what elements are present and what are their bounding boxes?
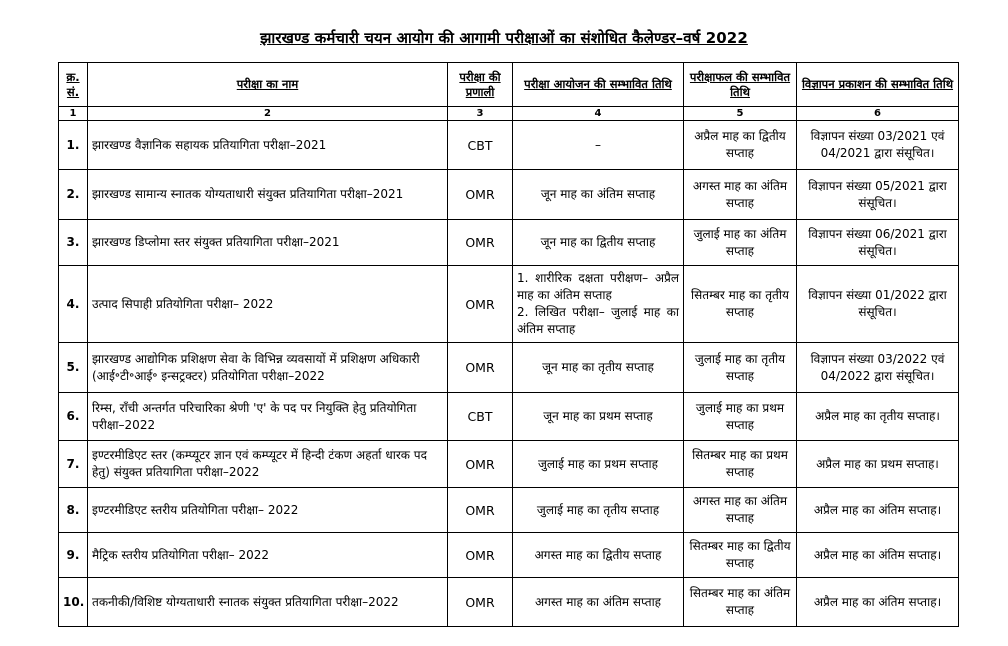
row-exam-system: OMR: [448, 533, 513, 578]
row-sn: 8.: [59, 488, 88, 533]
row-result-date: सितम्बर माह का प्रथम सप्ताह: [684, 441, 797, 488]
row-exam-system: OMR: [448, 266, 513, 343]
row-ad-date: विज्ञापन संख्या 06/2021 द्वारा संसूचित।: [797, 220, 959, 266]
row-ad-date: अप्रैल माह का अंतिम सप्ताह।: [797, 578, 959, 627]
column-number: 6: [797, 107, 959, 121]
row-sn: 7.: [59, 441, 88, 488]
table-row: [59, 170, 959, 220]
header-ad-date: विज्ञापन प्रकाशन की सम्भावित तिथि: [797, 63, 959, 107]
row-exam-date: अगस्त माह का द्वितीय सप्ताह: [513, 533, 684, 578]
row-result-date: जुलाई माह का तृतीय सप्ताह: [684, 343, 797, 393]
row-exam-date: जून माह का प्रथम सप्ताह: [513, 393, 684, 441]
table-row: [59, 578, 959, 627]
row-exam-system: OMR: [448, 170, 513, 220]
row-result-date: सितम्बर माह का तृतीय सप्ताह: [684, 266, 797, 343]
row-exam-date: –: [513, 121, 684, 170]
row-sn: 6.: [59, 393, 88, 441]
table-row: [59, 393, 959, 441]
row-exam-name: झारखण्ड आद्योगिक प्रशिक्षण सेवा के विभिन्न व्यवसायों में प्रशिक्षण अधिकारी (आई॰टी॰आई॰ इन्सट्रक्टर) प्रतियोगिता परीक्षा–2022: [88, 343, 448, 393]
header-row: [59, 63, 959, 107]
table-row: [59, 488, 959, 533]
column-number: 5: [684, 107, 797, 121]
row-exam-system: CBT: [448, 393, 513, 441]
row-exam-date: [513, 266, 684, 343]
row-exam-system: OMR: [448, 578, 513, 627]
header-exam-name: परीक्षा का नाम: [88, 63, 448, 107]
row-ad-date: अप्रैल माह का अंतिम सप्ताह।: [797, 533, 959, 578]
row-exam-name: झारखण्ड डिप्लोमा स्तर संयुक्त प्रतियागिता परीक्षा–2021: [88, 220, 448, 266]
column-number: 3: [448, 107, 513, 121]
table-row: [59, 121, 959, 170]
exam-date-item: 1. शारीरिक दक्षता परीक्षण– अप्रैल माह का अंतिम सप्ताह: [517, 271, 679, 302]
row-exam-name: इण्टरमीडिएट स्तरीय प्रतियोगिता परीक्षा– 2022: [88, 488, 448, 533]
row-result-date: जुलाई माह का अंतिम सप्ताह: [684, 220, 797, 266]
table-row: [59, 220, 959, 266]
row-exam-date: जून माह का अंतिम सप्ताह: [513, 170, 684, 220]
row-exam-date: अगस्त माह का अंतिम सप्ताह: [513, 578, 684, 627]
header-exam-system: परीक्षा की प्रणाली: [448, 63, 513, 107]
table-row: [59, 533, 959, 578]
row-ad-date: अप्रैल माह का अंतिम सप्ताह।: [797, 488, 959, 533]
row-exam-system: OMR: [448, 488, 513, 533]
row-result-date: अगस्त माह का अंतिम सप्ताह: [684, 488, 797, 533]
row-exam-name: इण्टरमीडिएट स्तर (कम्प्यूटर ज्ञान एवं कम्प्यूटर में हिन्दी टंकण अहर्ता धारक पद हेतु) संयुक्त प्रतियागिता परीक्षा–2022: [88, 441, 448, 488]
header-exam-date: परीक्षा आयोजन की सम्भावित तिथि: [513, 63, 684, 107]
row-sn: 3.: [59, 220, 88, 266]
row-sn: 2.: [59, 170, 88, 220]
row-sn: 5.: [59, 343, 88, 393]
row-ad-date: विज्ञापन संख्या 01/2022 द्वारा संसूचित।: [797, 266, 959, 343]
row-exam-system: OMR: [448, 220, 513, 266]
row-exam-name: झारखण्ड सामान्य स्नातक योग्यताधारी संयुक्त प्रतियागिता परीक्षा–2021: [88, 170, 448, 220]
row-result-date: सितम्बर माह का अंतिम सप्ताह: [684, 578, 797, 627]
row-exam-name: झारखण्ड वैज्ञानिक सहायक प्रतियागिता परीक्षा–2021: [88, 121, 448, 170]
row-exam-system: OMR: [448, 441, 513, 488]
row-exam-system: OMR: [448, 343, 513, 393]
row-exam-date: जून माह का द्वितीय सप्ताह: [513, 220, 684, 266]
row-exam-name: तकनीकी/विशिष्ट योग्यताधारी स्नातक संयुक्त प्रतियागिता परीक्षा–2022: [88, 578, 448, 627]
header-sn: क्र. सं.: [59, 63, 88, 107]
row-exam-date: जुलाई माह का तृतीय सप्ताह: [513, 488, 684, 533]
row-exam-name: उत्पाद सिपाही प्रतियोगिता परीक्षा– 2022: [88, 266, 448, 343]
row-sn: 4.: [59, 266, 88, 343]
row-ad-date: अप्रैल माह का प्रथम सप्ताह।: [797, 441, 959, 488]
column-number: 2: [88, 107, 448, 121]
table-row: [59, 441, 959, 488]
row-sn: 9.: [59, 533, 88, 578]
row-exam-system: CBT: [448, 121, 513, 170]
row-result-date: अगस्त माह का अंतिम सप्ताह: [684, 170, 797, 220]
exam-date-item: 2. लिखित परीक्षा– जुलाई माह का अंतिम सप्ताह: [517, 305, 679, 336]
exam-calendar-table: [58, 62, 959, 627]
row-sn: 10.: [59, 578, 88, 627]
row-exam-name: रिम्स, राँची अन्तर्गत परिचारिका श्रेणी 'ए' के पद पर नियुक्ति हेतु प्रतियोगिता परीक्षा–2022: [88, 393, 448, 441]
table-row: [59, 266, 959, 343]
page-title: झारखण्ड कर्मचारी चयन आयोग की आगामी परीक्षाओं का संशोधित कैलेण्डर–वर्ष 2022: [260, 29, 748, 47]
row-result-date: सितम्बर माह का द्वितीय सप्ताह: [684, 533, 797, 578]
row-exam-date: जून माह का तृतीय सप्ताह: [513, 343, 684, 393]
row-exam-date: जुलाई माह का प्रथम सप्ताह: [513, 441, 684, 488]
column-number: 1: [59, 107, 88, 121]
row-result-date: अप्रैल माह का द्वितीय सप्ताह: [684, 121, 797, 170]
column-number-row: [59, 107, 959, 121]
header-result-date: परीक्षाफल की सम्भावित तिथि: [684, 63, 797, 107]
row-ad-date: विज्ञापन संख्या 03/2021 एवं 04/2021 द्वारा संसूचित।: [797, 121, 959, 170]
row-result-date: जुलाई माह का प्रथम सप्ताह: [684, 393, 797, 441]
row-exam-name: मैट्रिक स्तरीय प्रतियोगिता परीक्षा– 2022: [88, 533, 448, 578]
row-ad-date: अप्रैल माह का तृतीय सप्ताह।: [797, 393, 959, 441]
row-sn: 1.: [59, 121, 88, 170]
row-ad-date: विज्ञापन संख्या 05/2021 द्वारा संसूचित।: [797, 170, 959, 220]
row-ad-date: विज्ञापन संख्या 03/2022 एवं 04/2022 द्वारा संसूचित।: [797, 343, 959, 393]
column-number: 4: [513, 107, 684, 121]
table-row: [59, 343, 959, 393]
